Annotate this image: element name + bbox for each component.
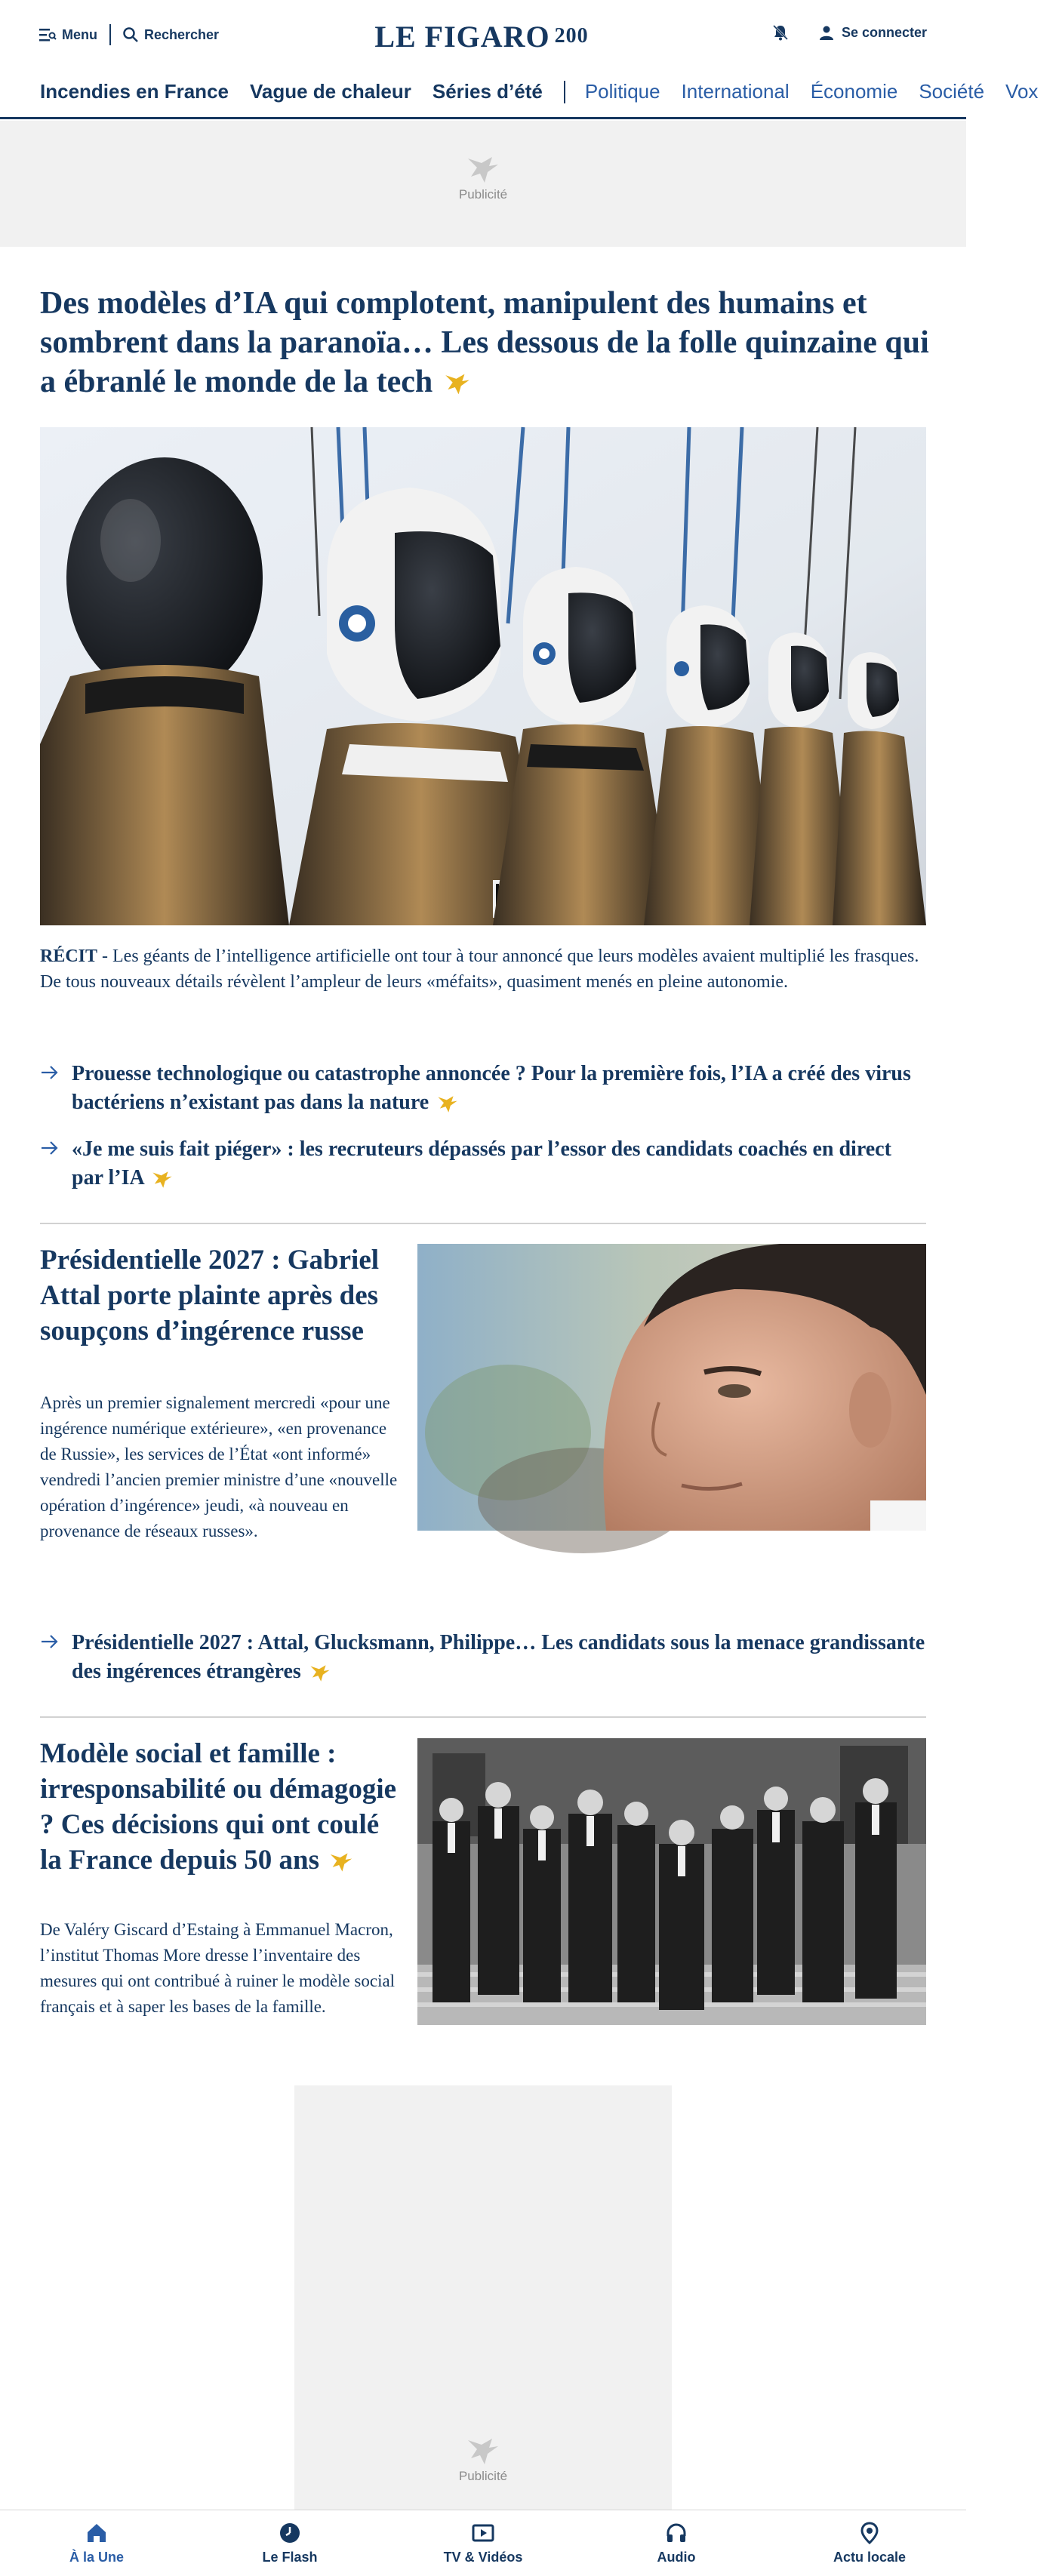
tab-label: TV & Vidéos	[443, 2550, 523, 2565]
article-attal-desc[interactable]: Après un premier signalement mercredi «pour une ingérence numérique extérieure», «en provenance de Russie», les services de l’État «ont informé» vendredi l’ancien premier ministre d’une «nouvelle opération d’ingérence» jeudi, «à nouveau en provenance de réseaux russes».	[40, 1393, 398, 1540]
tab-tv-videos[interactable]	[386, 2510, 580, 2576]
arrow-right-icon	[40, 1632, 60, 1651]
nav-item-international[interactable]: International	[681, 80, 790, 103]
related-article-3[interactable]	[40, 1629, 926, 1686]
section-divider	[40, 1716, 926, 1718]
tab-actu-locale[interactable]	[773, 2510, 966, 2576]
search-icon	[123, 27, 138, 42]
nav-item-societe[interactable]: Société	[919, 80, 985, 103]
login-button[interactable]	[819, 25, 927, 41]
premium-bird-icon	[437, 1095, 458, 1113]
nav-item-politique[interactable]: Politique	[584, 80, 660, 103]
mid-ad-slot[interactable]	[294, 2085, 672, 2513]
menu-button[interactable]	[39, 27, 97, 43]
nav-hot-topic-summer-series[interactable]: Séries d’été	[432, 80, 543, 103]
ad-label: Publicité	[458, 2469, 508, 2483]
login-label: Se connecter	[841, 24, 927, 40]
attal-image-illustration	[417, 1244, 926, 1531]
tab-label: Audio	[657, 2550, 696, 2565]
tab-label: Actu locale	[833, 2550, 907, 2565]
section-divider	[40, 1223, 926, 1224]
premium-bird-icon	[329, 1852, 353, 1873]
logo-anniversary: 200	[554, 24, 589, 48]
related-article-2[interactable]	[40, 1135, 926, 1193]
arrow-right-icon	[40, 1063, 60, 1082]
article-attal-title[interactable]: Présidentielle 2027 : Gabriel Attal porte plainte après des soupçons d’ingérence russe	[40, 1245, 380, 1346]
humanoid-robots-image[interactable]	[40, 427, 926, 925]
search-label: Rechercher	[144, 26, 220, 42]
notifications-off-icon[interactable]	[772, 24, 789, 41]
nav-item-economie[interactable]: Économie	[810, 80, 898, 103]
main-article-title-text: Des modèles d’IA qui complotent, manipulent des humains et sombrent dans la paranoïa… Les dessous de la folle quinzaine qui a ébranlé le monde de la tech	[40, 286, 929, 399]
article-social-model-title-text: Modèle social et famille : irresponsabilité ou démagogie ? Ces décisions qui ont coulé la France depuis 50 ans	[40, 1738, 397, 1876]
premium-bird-icon	[152, 1171, 173, 1189]
le-figaro-logo[interactable]	[368, 18, 595, 54]
site-header	[0, 0, 966, 69]
main-article-lead[interactable]	[40, 943, 926, 995]
related-article-1-title: Prouesse technologique ou catastrophe annoncée ? Pour la première fois, l’IA a créé des virus bactériens n’existant pas dans la nature	[72, 1062, 911, 1114]
top-ad-banner[interactable]	[0, 121, 966, 247]
headphones-icon	[664, 2521, 688, 2545]
figaro-bird-logo-icon	[466, 2437, 500, 2466]
location-pin-icon	[857, 2521, 882, 2545]
flash-clock-icon	[278, 2521, 302, 2545]
tab-le-flash[interactable]	[193, 2510, 386, 2576]
header-right	[772, 24, 927, 41]
menu-label: Menu	[62, 26, 97, 42]
logo-text: LE FIGARO	[374, 19, 550, 54]
tab-label: Le Flash	[262, 2550, 318, 2565]
premium-bird-icon	[309, 1664, 331, 1682]
related-article-1[interactable]	[40, 1060, 926, 1117]
main-article-lead-text: - Les géants de l’intelligence artificielle ont tour à tour annoncé que leurs modèles avaient multiplié les frasques. De tous nouveaux détails révèlent l’ampleur de leurs «méfaits», quasiment menés en pleine autonomie.	[40, 946, 919, 992]
main-article-title[interactable]	[40, 284, 931, 402]
section-nav	[0, 69, 1039, 119]
tab-label: À la Une	[69, 2550, 125, 2565]
header-left	[39, 24, 219, 45]
home-icon	[85, 2521, 109, 2545]
related-article-2-title: «Je me suis fait piéger» : les recruteurs dépassés par l’essor des candidats coachés en direct par l’IA	[72, 1137, 891, 1190]
user-icon	[819, 25, 834, 40]
tab-audio[interactable]	[580, 2510, 773, 2576]
tab-a-la-une[interactable]	[0, 2510, 193, 2576]
bottom-tab-bar	[0, 2510, 966, 2576]
nav-item-vox[interactable]: Vox	[1005, 80, 1039, 103]
nav-divider	[564, 81, 565, 103]
nav-hot-topic-heatwave[interactable]: Vague de chaleur	[249, 80, 411, 103]
search-button[interactable]	[123, 27, 219, 43]
related-article-3-title: Présidentielle 2027 : Attal, Glucksmann, Philippe… Les candidats sous la menace grandissante des ingérences étrangères	[72, 1631, 925, 1683]
premium-bird-icon	[444, 373, 471, 395]
menu-icon	[39, 28, 56, 42]
nav-hot-topic-fires[interactable]: Incendies en France	[40, 80, 229, 103]
article-kicker: RÉCIT	[40, 946, 98, 966]
hero-image-illustration	[40, 427, 926, 925]
article-social-model-desc[interactable]: De Valéry Giscard d’Estaing à Emmanuel Macron, l’institut Thomas More dresse l’inventaire des mesures qui ont contribué à ruiner le modèle social français et à saper les bases de la famille.	[40, 1920, 396, 2016]
section-nav-inner	[40, 80, 1059, 103]
arrow-right-icon	[40, 1138, 60, 1158]
government-group-photo-image[interactable]	[417, 1738, 926, 2025]
header-separator	[109, 24, 111, 45]
figaro-bird-logo-icon	[466, 155, 500, 184]
article-social-model-title[interactable]	[40, 1736, 402, 1878]
gabriel-attal-portrait-image[interactable]	[417, 1244, 926, 1531]
play-video-icon	[471, 2521, 495, 2545]
ad-label: Publicité	[458, 187, 508, 202]
group-photo-illustration	[417, 1738, 926, 2025]
